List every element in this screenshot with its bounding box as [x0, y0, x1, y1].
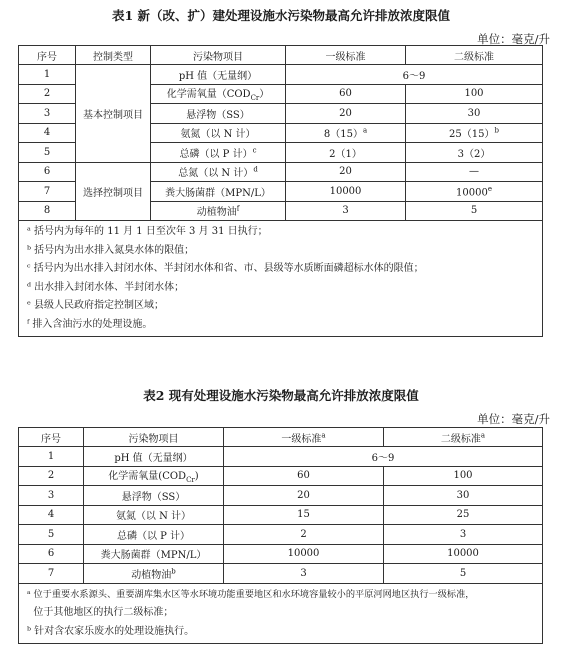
table1-title: 表1 新（改、扩）建处理设施水污染物最高允许排放浓度限值	[111, 8, 451, 23]
table-cell-no: 4	[19, 505, 84, 525]
table-cell-item: 氨氮（以 N 计）	[84, 505, 224, 525]
table-cell-grade2: 30	[384, 486, 543, 506]
table-cell-no: 4	[19, 123, 76, 143]
table-cell-no: 3	[19, 486, 84, 506]
note-line: ᵃ 位于重要水系源头、重要湖库集水区等水环境功能重要地区和水环境容量较小的平原河网地区执行一级标准，	[27, 588, 475, 600]
table-cell-item: 粪大肠菌群（MPN/L）	[84, 544, 224, 564]
table-cell-item: 化学需氧量$(COD_{Cr})$	[84, 466, 224, 486]
table-cell-grade2: 5	[384, 564, 543, 584]
note-line: ᵈ 出水排入封闭水体、半封闭水体；	[27, 281, 185, 293]
table-cell-item: 动植物油$^f$	[151, 201, 286, 221]
table-cell-item: pH 值（无量纲）	[151, 65, 286, 85]
table-cell-grade1: 60	[286, 84, 406, 104]
t1-header-item: 污染物项目	[151, 46, 286, 65]
table-cell-grade1: 3	[286, 201, 406, 221]
table-cell-item: 总磷（以 P 计）	[84, 525, 224, 545]
table-cell-grade2: 25	[384, 505, 543, 525]
table2-unit: 单位：毫克/升	[477, 412, 550, 426]
table-cell-item: 悬浮物（SS）	[84, 486, 224, 506]
table-cell-grade1: 2（1）	[286, 143, 406, 163]
t1-group-basic: 基本控制项目	[76, 65, 151, 163]
t2-header-item: 污染物项目	[84, 428, 224, 447]
table-cell-no: 2	[19, 84, 76, 104]
table-cell-no: 3	[19, 104, 76, 124]
table-cell-grade1: 20	[286, 104, 406, 124]
table-cell-grade1: 20	[224, 486, 384, 506]
note-line: ᵉ 县级人民政府指定控制区域；	[27, 300, 165, 311]
t1-header-no: 序号	[19, 46, 76, 65]
table-cell-item: 总氮（以 N 计）$^d$	[151, 162, 286, 182]
t1-header-grade2: 二级标准	[406, 46, 543, 65]
table-cell-grade2: 3	[384, 525, 543, 545]
t2-notes	[19, 583, 543, 644]
table1	[18, 45, 543, 337]
table-cell-no: 6	[19, 544, 84, 564]
table-cell-grade2: 3（2）	[406, 143, 543, 163]
table-cell-no: 8	[19, 201, 76, 221]
t1-notes	[19, 221, 543, 337]
table-cell-grade1: 10000	[224, 544, 384, 564]
table2	[18, 427, 543, 644]
note-line: ᵃ 括号内为每年的 11 月 1 日至次年 3 月 31 日执行；	[27, 226, 268, 237]
table-cell-no: 1	[19, 447, 84, 467]
note-line: ᶠ 排入含油污水的处理设施。	[27, 318, 153, 330]
table-cell-item: 悬浮物（SS）	[151, 104, 286, 124]
table-cell-grade1: 20	[286, 162, 406, 182]
table-cell-item: pH 值（无量纲）	[84, 447, 224, 467]
table-cell-item: 化学需氧量$(COD_{Cr})$	[151, 84, 286, 104]
table-cell-grade2: 100	[384, 466, 543, 486]
table-cell-grade2: 10000	[384, 544, 543, 564]
table-cell-item: 动植物油$^b$	[84, 564, 224, 584]
table-cell-grade1: $8(15)^a$	[286, 123, 406, 143]
table-cell-grade1: 10000	[286, 182, 406, 202]
table-cell-no: 7	[19, 182, 76, 202]
table-cell-grade1: 15	[224, 505, 384, 525]
table-cell-grade2: 100	[406, 84, 543, 104]
table-cell-grade2: —	[406, 162, 543, 182]
t2-header-grade1: 一级标准$^a$	[224, 428, 384, 447]
table-cell-no: 5	[19, 143, 76, 163]
table-cell-item: 总磷（以 P 计）$^c$	[151, 143, 286, 163]
table2-title: 表2 现有处理设施水污染物最高允许排放浓度限值	[143, 388, 419, 403]
table-cell-no: 2	[19, 466, 84, 486]
note-line: ᵇ 括号内为出水排入氮臭水体的限值；	[27, 244, 195, 256]
table-cell-item: 粪大肠菌群（MPN/L）	[151, 182, 286, 202]
table-cell-no: 1	[19, 65, 76, 85]
table-cell-grade2: $25(15)^b$	[406, 123, 543, 143]
note-line: 位于其他地区的执行二级标准；	[27, 607, 174, 618]
table-cell-no: 7	[19, 564, 84, 584]
table-cell-grade2: 10000e	[406, 182, 543, 202]
table-cell-grade1: 2	[224, 525, 384, 545]
note-line: ᵇ 针对含农家乐废水的处理设施执行。	[27, 625, 195, 637]
t2-header-grade2: 二级标准$^a$	[384, 428, 543, 447]
table-cell-merged: 6～9	[224, 447, 543, 467]
table1-unit: 单位：毫克/升	[477, 32, 550, 46]
table-cell-grade1: 3	[224, 564, 384, 584]
table-cell-grade2: 5	[406, 201, 543, 221]
table-cell-item: 氨氮（以 N 计）	[151, 123, 286, 143]
table-cell-merged: 6～9	[286, 65, 543, 85]
note-line: ᶜ 括号内为出水排入封闭水体、半封闭水体和省、市、县级等水质断面磷超标水体的限值；	[27, 263, 424, 274]
t2-header-no: 序号	[19, 428, 84, 447]
t1-header-grade1: 一级标准	[286, 46, 406, 65]
t1-group-select: 选择控制项目	[76, 162, 151, 221]
table-cell-no: 6	[19, 162, 76, 182]
t1-header-type: 控制类型	[76, 46, 151, 65]
table-cell-grade2: 30	[406, 104, 543, 124]
table-cell-no: 5	[19, 525, 84, 545]
table-cell-grade1: 60	[224, 466, 384, 486]
